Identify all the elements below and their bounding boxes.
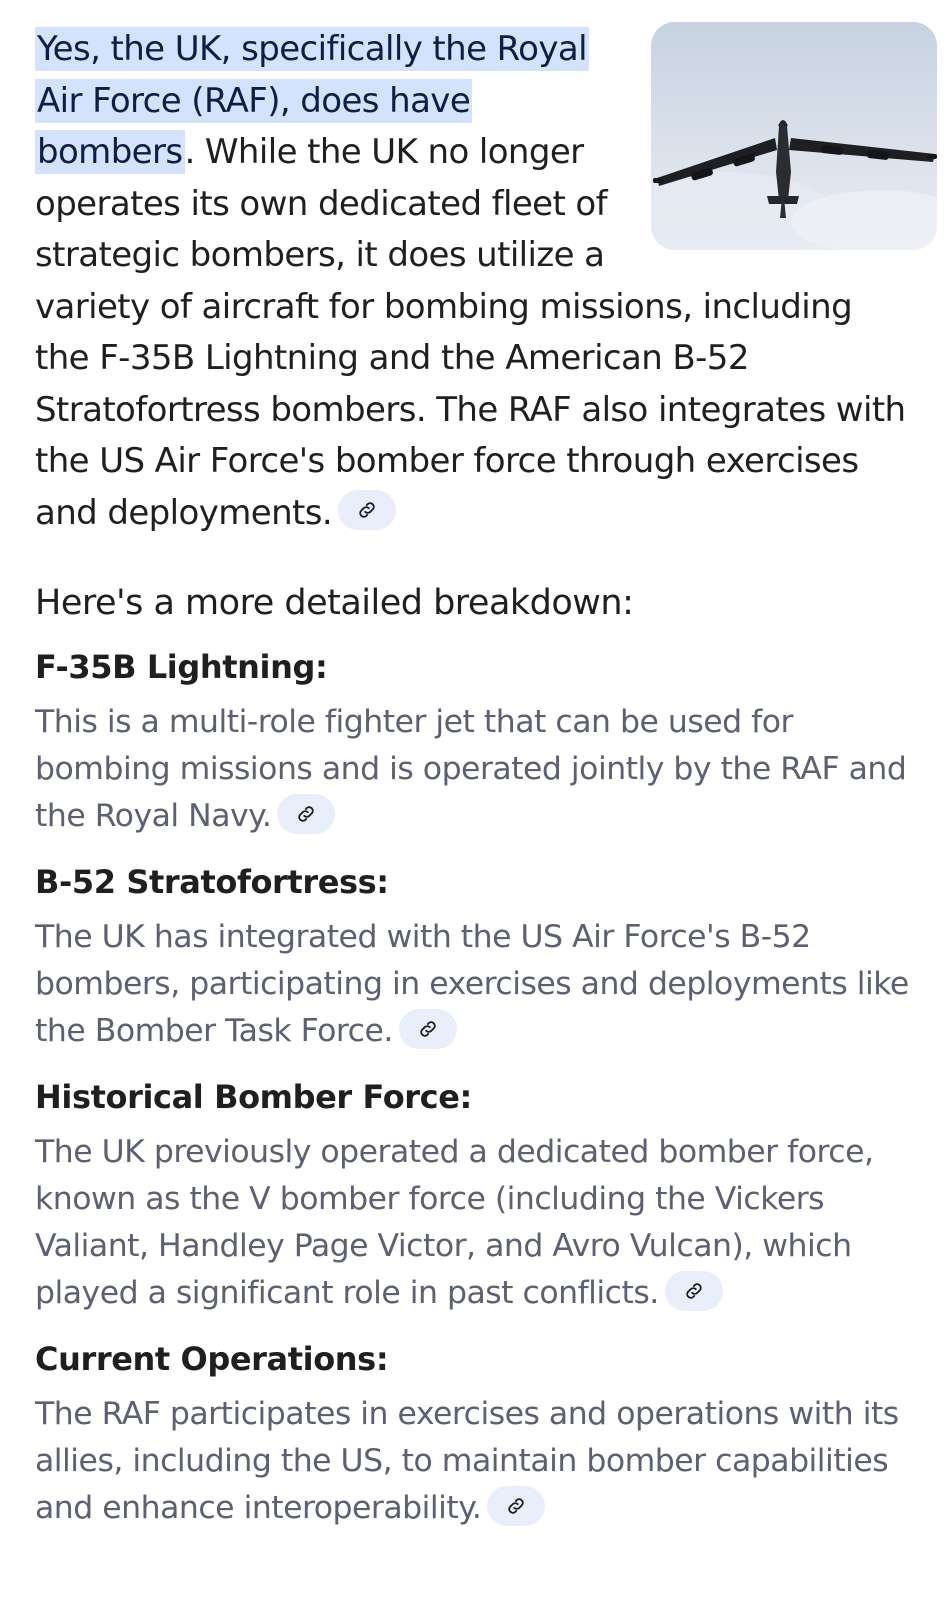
link-icon [417, 1018, 439, 1040]
source-link-chip[interactable] [399, 1009, 457, 1049]
item-heading: F-35B Lightning: [35, 648, 328, 686]
item-body [35, 1391, 915, 1532]
item-body [35, 699, 915, 840]
item-body [35, 1129, 915, 1317]
link-icon [683, 1280, 705, 1302]
link-icon [505, 1495, 527, 1517]
breakdown-item [35, 1339, 915, 1532]
source-link-chip[interactable] [665, 1271, 723, 1311]
link-icon [356, 499, 378, 521]
item-heading: Historical Bomber Force: [35, 1078, 472, 1116]
source-link-chip[interactable] [338, 490, 396, 530]
breakdown-item [35, 647, 915, 840]
item-body [35, 914, 915, 1055]
b52-bomber-photo [651, 22, 937, 250]
item-body-text: This is a multi-role fighter jet that can be used for bombing missions and is operated jointly by the RAF and the Royal Navy. [35, 704, 907, 834]
answer-intro-text: . While the UK no longer operates its own dedicated fleet of strategic bombers, it does utilize a variety of aircraft for bombing missions, including the F-35B Lightning and the American B-52 Stratofortress bombers. The RAF also integrates with the US Air Force's bomber force through exercises and deployments. [35, 132, 906, 533]
item-heading: Current Operations: [35, 1340, 389, 1378]
item-heading: B-52 Stratofortress: [35, 863, 389, 901]
breakdown-title: Here's a more detailed breakdown: [35, 583, 634, 623]
bomber-image[interactable] [651, 22, 937, 250]
link-icon [295, 803, 317, 825]
source-link-chip[interactable] [277, 794, 335, 834]
item-body-text: The UK has integrated with the US Air Force's B-52 bombers, participating in exercises and deployments like the Bomber Task Force. [35, 919, 909, 1049]
breakdown-item [35, 862, 915, 1055]
item-body-text: The UK previously operated a dedicated bomber force, known as the V bomber force (including the Vickers Valiant, Handley Page Victor, and Avro Vulcan), which played a significant role in past conflicts. [35, 1134, 874, 1311]
answer-highlight: Yes, the UK, specifically the Royal Air Force (RAF), does have bombers [37, 29, 587, 172]
item-body-text: The RAF participates in exercises and operations with its allies, including the US, to maintain bomber capabilities and enhance interoperability. [35, 1396, 899, 1526]
source-link-chip[interactable] [487, 1486, 545, 1526]
ai-answer [35, 24, 915, 1532]
breakdown-item [35, 1077, 915, 1317]
